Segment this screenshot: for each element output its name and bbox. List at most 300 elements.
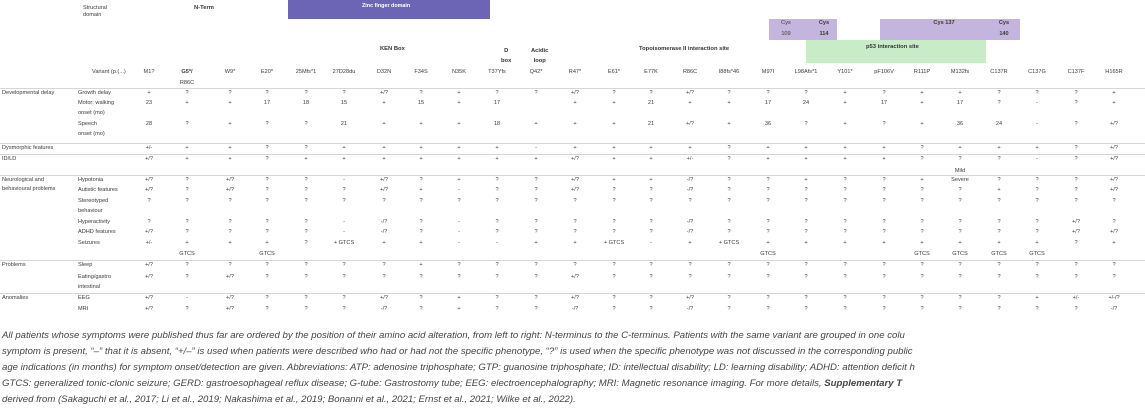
table-cell: ? <box>766 187 770 193</box>
table-cell: + <box>612 100 616 106</box>
table-cell: ? <box>766 90 770 96</box>
table-cell: ? <box>573 229 577 235</box>
table-cell: + GTCS <box>333 240 355 246</box>
table-cell: ? <box>419 229 423 235</box>
table-cell: +/? <box>226 295 234 301</box>
table-cell: + <box>419 262 423 268</box>
table-cell: + <box>612 121 616 127</box>
table-cell: ? <box>342 90 346 96</box>
table-cell: ? <box>997 262 1001 268</box>
table-cell: - <box>496 240 498 246</box>
table-cell: + <box>612 177 616 183</box>
table-cell: ? <box>727 145 731 151</box>
table-cell: ? <box>185 198 189 204</box>
table-cell: + <box>382 121 386 127</box>
table-cell: + <box>534 156 538 162</box>
table-cell: ? <box>382 198 386 204</box>
caption-line-2: symptom is present, “–” that it is absent, “+/–” is used when patients were described who had or had not the specific phenotype, “?” is used when the specific phenotype was not discussed in the corresponding public <box>2 346 913 357</box>
table-cell: + <box>727 100 731 106</box>
table-cell: + <box>457 156 461 162</box>
table-cell: - <box>343 177 345 183</box>
table-cell: ? <box>997 156 1001 162</box>
variant-header: R86C <box>682 69 698 75</box>
table-cell: ? <box>649 274 653 280</box>
table-cell: ? <box>958 187 962 193</box>
table-cell: + <box>958 145 962 151</box>
table-cell: +/? <box>571 90 579 96</box>
table-cell: -/? <box>380 229 388 235</box>
table-cell: ? <box>304 219 308 225</box>
table-cell: + <box>882 240 886 246</box>
table-cell: ? <box>920 198 924 204</box>
table-cell: -/? <box>380 306 388 312</box>
table-cell: - <box>458 229 460 235</box>
table-cell: + <box>958 90 962 96</box>
table-cell: ? <box>185 274 189 280</box>
table-cell: ? <box>228 198 232 204</box>
table-cell: + <box>573 240 577 246</box>
table-cell: ? <box>534 177 538 183</box>
table-cell: ? <box>920 145 924 151</box>
table-cell: ? <box>649 90 653 96</box>
table-cell: + <box>228 156 232 162</box>
table-cell: ? <box>727 295 731 301</box>
table-cell: ? <box>612 187 616 193</box>
table-cell: ? <box>304 198 308 204</box>
table-cell: ? <box>342 198 346 204</box>
table-cell: + <box>920 100 924 106</box>
table-cell: - <box>1036 100 1038 106</box>
table-cell: GTCS <box>1029 251 1045 257</box>
row-label: Growth delay <box>78 90 111 96</box>
table-cell: ? <box>843 295 847 301</box>
row-label: Motor: walking <box>78 100 115 106</box>
table-cell: + <box>457 100 461 106</box>
table-cell: ? <box>727 198 731 204</box>
row-label: Autistic features <box>78 187 118 193</box>
table-cell: + <box>688 100 692 106</box>
row-label: Hypotonia <box>78 177 104 183</box>
table-cell: ? <box>804 306 808 312</box>
table-cell: ? <box>342 306 346 312</box>
table-cell: GTCS <box>991 251 1007 257</box>
variant-header: M132fs <box>950 69 970 75</box>
table-cell: - <box>458 187 460 193</box>
table-cell: ? <box>766 306 770 312</box>
table-cell: + <box>649 145 653 151</box>
table-cell: ? <box>265 295 269 301</box>
table-cell: -/? <box>1110 306 1118 312</box>
table-cell: ? <box>843 177 847 183</box>
row-group-label: ID/LD <box>2 156 17 162</box>
variant-header: M1? <box>143 69 155 75</box>
table-cell: ? <box>804 262 808 268</box>
table-cell: + <box>1112 240 1116 246</box>
table-cell: 21 <box>647 100 655 106</box>
table-cell: +/? <box>571 177 579 183</box>
table-cell: 36 <box>764 121 772 127</box>
table-cell: + <box>419 145 423 151</box>
table-cell: ? <box>649 198 653 204</box>
table-cell: - <box>650 240 652 246</box>
table-cell: - <box>458 240 460 246</box>
table-cell: ? <box>1112 274 1116 280</box>
table-cell: ? <box>612 306 616 312</box>
caption-line-1: All patients whose symptoms were published thus far are ordered by the position of their amino acid alteration, from left to right: N-terminus to the C-terminus. Patients with the same variant are grouped in one colu <box>2 330 905 341</box>
table-cell: +/? <box>145 156 153 162</box>
table-cell: ? <box>228 90 232 96</box>
table-cell: ? <box>997 177 1001 183</box>
table-cell: ? <box>304 229 308 235</box>
table-cell: ? <box>495 306 499 312</box>
table-cell: GTCS <box>259 251 275 257</box>
table-cell: +/? <box>380 295 388 301</box>
table-cell: ? <box>419 295 423 301</box>
table-cell: 17 <box>880 100 888 106</box>
table-cell: - <box>1036 121 1038 127</box>
table-cell: + <box>265 240 269 246</box>
table-cell: + <box>457 121 461 127</box>
table-cell: ? <box>1112 198 1116 204</box>
table-cell: ? <box>534 229 538 235</box>
table-cell: ? <box>265 145 269 151</box>
table-cell: ? <box>958 306 962 312</box>
cys-109-label: Cys 109 <box>781 20 791 37</box>
variant-header: 25Mfs*1 <box>295 69 317 75</box>
table-cell: + <box>649 177 653 183</box>
table-cell: -/? <box>571 306 579 312</box>
table-cell: ? <box>997 219 1001 225</box>
table-cell: ? <box>147 219 151 225</box>
table-cell: ? <box>727 177 731 183</box>
table-cell: + <box>766 240 770 246</box>
table-cell: ? <box>419 90 423 96</box>
table-cell: ? <box>265 121 269 127</box>
table-cell: ? <box>649 187 653 193</box>
cys-140-label: Cys 140 <box>998 20 1010 37</box>
table-cell: ? <box>534 198 538 204</box>
table-cell: + <box>228 240 232 246</box>
table-cell: ? <box>185 90 189 96</box>
table-cell: ? <box>1074 240 1078 246</box>
table-cell: ? <box>419 177 423 183</box>
table-cell: ? <box>534 295 538 301</box>
table-cell: +/? <box>1110 177 1118 183</box>
row-label: onset (mo) <box>78 110 105 116</box>
table-cell: ? <box>382 262 386 268</box>
table-cell: ? <box>1074 187 1078 193</box>
table-cell: ? <box>1035 198 1039 204</box>
table-cell: ? <box>228 229 232 235</box>
table-cell: ? <box>1035 306 1039 312</box>
table-cell: + <box>304 156 308 162</box>
table-cell: + <box>382 100 386 106</box>
table-cell: ? <box>1035 219 1039 225</box>
table-cell: ? <box>727 219 731 225</box>
table-cell: ? <box>612 229 616 235</box>
table-cell: ? <box>727 90 731 96</box>
table-cell: ? <box>1074 156 1078 162</box>
table-cell: ? <box>766 295 770 301</box>
table-cell: ? <box>1035 274 1039 280</box>
table-cell: + <box>843 145 847 151</box>
table-cell: ? <box>612 274 616 280</box>
table-cell: + <box>185 100 189 106</box>
d-box-label: D box <box>501 48 512 64</box>
table-cell: ? <box>804 219 808 225</box>
table-cell: + <box>573 100 577 106</box>
row-group-label: behavioural problems <box>2 186 56 192</box>
table-cell: +/? <box>571 156 579 162</box>
table-cell: ? <box>1074 177 1078 183</box>
table-cell: -/? <box>686 177 694 183</box>
table-cell: +/- <box>1072 295 1080 301</box>
cys-137-label: Cys 137 <box>933 20 955 26</box>
table-cell: + <box>920 90 924 96</box>
table-cell: ? <box>649 295 653 301</box>
caption-line-5: derived from (Sakaguchi et al., 2017; Li et al., 2019; Nakashima et al., 2019; Bonanni et al., 2021; Ernst et al., 2021; Wilke et al., 2022). <box>2 394 576 405</box>
row-label: EEG <box>78 295 90 301</box>
table-cell: +/? <box>1072 229 1080 235</box>
table-cell: ? <box>882 219 886 225</box>
table-cell: -/? <box>380 219 388 225</box>
row-divider <box>0 143 1145 144</box>
structural-domain-label: Structural domain <box>83 5 107 18</box>
variant-header: pF106V <box>874 69 894 75</box>
table-cell: ? <box>534 274 538 280</box>
table-cell: +/-/? <box>1108 295 1120 301</box>
table-cell: + <box>1035 295 1039 301</box>
table-cell: 36 <box>956 121 964 127</box>
table-cell: ? <box>882 229 886 235</box>
table-cell: ? <box>804 90 808 96</box>
table-cell: - <box>535 145 537 151</box>
table-cell: ? <box>997 100 1001 106</box>
variant-label: Variant (p.(...) <box>92 69 126 75</box>
table-cell: + <box>382 145 386 151</box>
table-cell: + <box>688 240 692 246</box>
row-label: Stereotyped <box>78 198 109 204</box>
table-cell: +/? <box>1110 121 1118 127</box>
table-cell: ? <box>1074 306 1078 312</box>
table-cell: ? <box>1074 90 1078 96</box>
table-cell: ? <box>997 198 1001 204</box>
table-cell: +/? <box>145 306 153 312</box>
table-cell: +/? <box>1072 219 1080 225</box>
table-cell: ? <box>1035 187 1039 193</box>
table-cell: ? <box>1035 262 1039 268</box>
table-cell: ? <box>185 262 189 268</box>
row-group-label: Neurological and <box>2 177 44 183</box>
row-group-label: Anomalies <box>2 295 29 301</box>
row-group-label: Dysmorphic features <box>2 145 54 151</box>
table-cell: ? <box>958 156 962 162</box>
table-cell: +/? <box>1110 229 1118 235</box>
table-cell: ? <box>457 198 461 204</box>
table-cell: + <box>495 145 499 151</box>
table-cell: + <box>419 187 423 193</box>
table-cell: ? <box>804 229 808 235</box>
row-label: onset (mo) <box>78 131 105 137</box>
table-cell: 21 <box>340 121 348 127</box>
cys-114-label: Cys 114 <box>818 20 830 37</box>
table-cell: +/? <box>226 187 234 193</box>
table-cell: ? <box>958 219 962 225</box>
table-cell: ? <box>495 187 499 193</box>
table-cell: 28 <box>145 121 153 127</box>
table-cell: -/? <box>686 229 694 235</box>
table-cell: + <box>920 121 924 127</box>
variant-header: E61* <box>607 69 621 75</box>
table-cell: ? <box>342 274 346 280</box>
row-divider <box>0 154 1145 155</box>
supplementary-link[interactable]: Supplementary T <box>824 378 903 389</box>
table-cell: + <box>882 156 886 162</box>
table-cell: ? <box>882 295 886 301</box>
table-cell: + <box>997 240 1001 246</box>
variant-header: I88fs*46 <box>718 69 740 75</box>
table-cell: ? <box>495 219 499 225</box>
table-cell: ? <box>185 121 189 127</box>
caption-line-3: age indications (in months) for symptom onset/detection are given. Abbreviations: ATP: adenosine triphosphate; GTP: guanosine triphosphate; ID: intellectual disability; LD: learning disability; ADHD: attention deficit h <box>2 362 915 373</box>
row-label: Seizures <box>78 240 100 246</box>
table-cell: + <box>342 145 346 151</box>
variant-header: R47* <box>568 69 582 75</box>
table-cell: ? <box>534 262 538 268</box>
table-cell: + <box>766 145 770 151</box>
table-cell: ? <box>304 121 308 127</box>
table-cell: 15 <box>417 100 425 106</box>
row-label: Hyperactivity <box>78 219 111 225</box>
table-cell: ? <box>958 229 962 235</box>
table-cell: ? <box>958 295 962 301</box>
table-cell: ? <box>766 219 770 225</box>
table-cell: 18 <box>302 100 310 106</box>
table-cell: 17 <box>263 100 271 106</box>
table-cell: ? <box>1074 262 1078 268</box>
table-cell: ? <box>1074 274 1078 280</box>
table-cell: + <box>342 156 346 162</box>
table-cell: ? <box>649 262 653 268</box>
table-cell: ? <box>304 274 308 280</box>
table-cell: +/? <box>380 90 388 96</box>
table-cell: ? <box>843 262 847 268</box>
table-cell: +/? <box>1110 156 1118 162</box>
table-cell: ? <box>920 262 924 268</box>
table-cell: + <box>997 145 1001 151</box>
table-cell: ? <box>958 262 962 268</box>
table-cell: ? <box>843 229 847 235</box>
row-divider <box>0 88 1145 89</box>
table-cell: ? <box>265 229 269 235</box>
row-label: Sleep <box>78 262 93 268</box>
table-cell: ? <box>804 295 808 301</box>
table-cell: + <box>843 240 847 246</box>
table-cell: ? <box>495 295 499 301</box>
table-cell: ? <box>495 274 499 280</box>
table-cell: + <box>1035 145 1039 151</box>
table-cell: ? <box>304 240 308 246</box>
variant-subheader: R86C <box>179 80 195 86</box>
table-cell: GTCS <box>179 251 195 257</box>
table-cell: ? <box>419 306 423 312</box>
table-cell: ? <box>727 262 731 268</box>
table-cell: + <box>382 156 386 162</box>
variant-header: E20* <box>260 69 274 75</box>
table-cell: + <box>457 90 461 96</box>
table-cell: + <box>419 156 423 162</box>
table-cell: ? <box>920 229 924 235</box>
table-cell: ? <box>304 177 308 183</box>
row-group-label: Developmental delay <box>2 90 55 96</box>
table-cell: ? <box>843 219 847 225</box>
variant-header: C137F <box>1067 69 1085 75</box>
table-cell: ? <box>265 274 269 280</box>
table-cell: ? <box>1112 219 1116 225</box>
table-cell: ? <box>342 295 346 301</box>
acidic-loop-label: Acidic loop <box>531 48 549 64</box>
row-label: intestinal <box>78 284 101 290</box>
table-cell: + <box>457 177 461 183</box>
table-cell: 24 <box>802 100 810 106</box>
table-cell: ? <box>228 219 232 225</box>
table-cell: + <box>1112 90 1116 96</box>
table-cell: +/? <box>380 177 388 183</box>
table-cell: ? <box>882 306 886 312</box>
table-cell: -/? <box>686 187 694 193</box>
table-cell: ? <box>843 198 847 204</box>
table-cell: - <box>1036 156 1038 162</box>
table-cell: ? <box>920 219 924 225</box>
table-cell: ? <box>185 306 189 312</box>
variant-header: 27D28du <box>332 69 356 75</box>
row-divider <box>0 293 1145 294</box>
table-cell: ? <box>958 198 962 204</box>
row-label: ADHD features <box>78 229 116 235</box>
table-cell: 23 <box>145 100 153 106</box>
table-cell: ? <box>727 306 731 312</box>
table-cell: + <box>419 240 423 246</box>
table-cell: ? <box>688 262 692 268</box>
table-cell: +/? <box>571 295 579 301</box>
table-cell: +/? <box>145 274 153 280</box>
table-cell: ? <box>920 187 924 193</box>
table-cell: + <box>843 121 847 127</box>
table-cell: ? <box>958 274 962 280</box>
table-cell: ? <box>1074 121 1078 127</box>
table-cell: ? <box>265 187 269 193</box>
n-term-label: N-Term <box>194 5 214 11</box>
table-cell: ? <box>265 90 269 96</box>
table-cell: Severe <box>951 177 969 183</box>
variant-header: M97I <box>761 69 775 75</box>
table-cell: +/? <box>226 274 234 280</box>
table-cell: ? <box>265 306 269 312</box>
table-cell: ? <box>185 229 189 235</box>
table-cell: + <box>185 240 189 246</box>
row-group-label: Problems <box>2 262 26 268</box>
table-cell: +/- <box>686 156 694 162</box>
table-cell: + <box>843 90 847 96</box>
table-cell: - <box>458 219 460 225</box>
variant-header: E77K <box>644 69 658 75</box>
table-cell: ? <box>534 90 538 96</box>
table-cell: +/? <box>226 177 234 183</box>
variant-header: H165R <box>1105 69 1123 75</box>
table-cell: ? <box>1112 262 1116 268</box>
table-cell: ? <box>920 274 924 280</box>
row-label: behaviour <box>78 208 103 214</box>
